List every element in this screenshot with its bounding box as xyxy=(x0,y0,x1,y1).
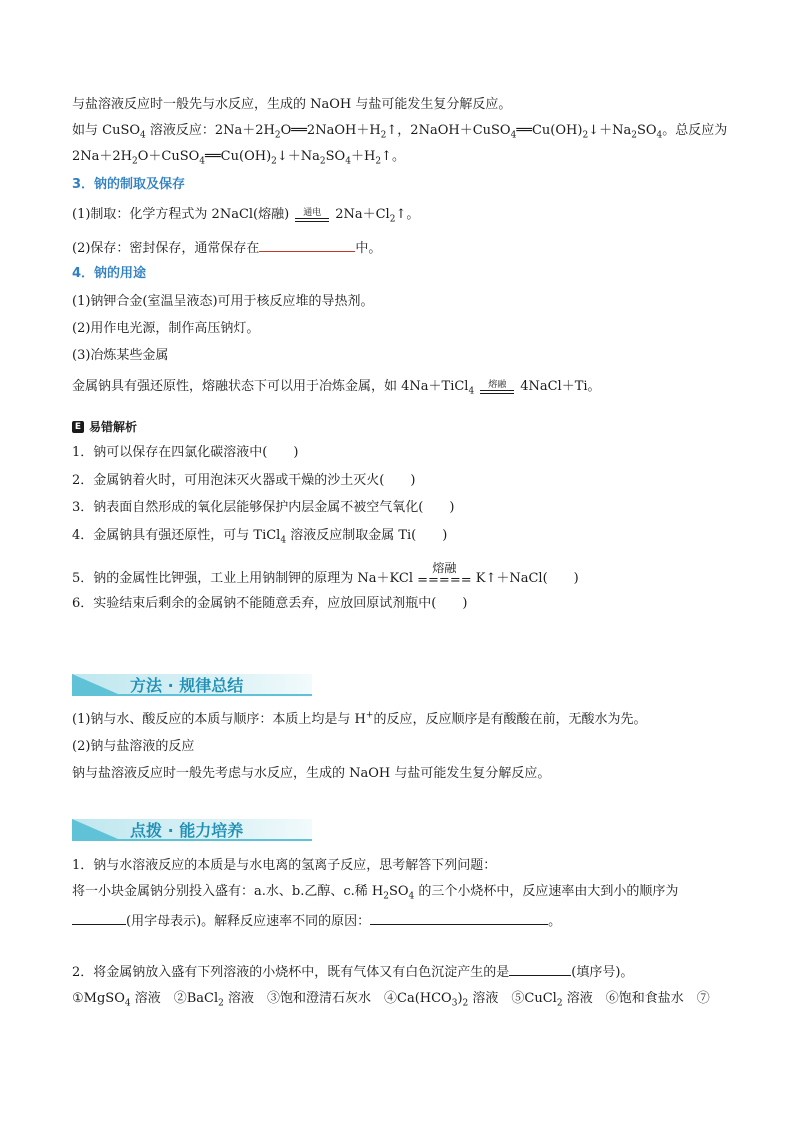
text: 2．将金属钠放入盛有下列溶液的小烧杯中，既有气体又有白色沉淀产生的是 xyxy=(72,965,510,980)
text: ↑，2NaOH＋CuSO xyxy=(386,123,511,138)
fill-line xyxy=(72,238,381,258)
paragraph-line: (1)钠钾合金(室温呈液态)可用于核反应堆的导热剂。 xyxy=(72,294,374,309)
header-triangle xyxy=(72,674,118,694)
answer-blank[interactable] xyxy=(72,911,126,925)
badge-label: 易错解析 xyxy=(89,420,138,434)
error-item: 2．金属钠着火时，可用泡沫灭火器或干燥的沙土灭火( ) xyxy=(72,473,416,488)
paragraph-line: (2)用作电光源，制作高压钠灯。 xyxy=(72,321,260,336)
subscript: 2 xyxy=(132,156,138,167)
subscript: 4 xyxy=(345,156,351,167)
paragraph-line: (2)钠与盐溶液的反应 xyxy=(72,739,195,754)
header-triangle xyxy=(72,819,118,839)
subscript: 2 xyxy=(375,156,382,167)
subscript: 2 xyxy=(462,998,469,1009)
text: 溶液 ②BaCl xyxy=(130,991,219,1006)
error-item: 3．钠表面自然形成的氧化层能够保护内层金属不被空气氧化( ) xyxy=(72,500,455,515)
subscript: 4 xyxy=(656,130,663,141)
text: ↑。 xyxy=(395,207,420,222)
subheading: 4．钠的用途 xyxy=(72,266,147,281)
subscript: 2 xyxy=(380,130,387,141)
text: (用字母表示)。解释反应速率不同的原因： xyxy=(126,914,371,929)
text: 与盐溶液反应时一般先与水反应，生成的 NaOH 与盐可能发生复分解反应。 xyxy=(72,97,512,112)
text: ↓＋Na xyxy=(276,149,320,164)
text: ①MgSO xyxy=(72,991,125,1006)
equation-line xyxy=(72,122,727,140)
condition-label: 熔融 xyxy=(432,561,457,575)
subscript: 2 xyxy=(319,156,326,167)
question-line xyxy=(72,962,633,982)
subscript: 2 xyxy=(271,156,277,167)
text: ══Cu(OH) xyxy=(516,123,583,138)
condition-arrow xyxy=(295,208,329,222)
condition-label: 通电 xyxy=(303,207,322,218)
paragraph-line xyxy=(72,711,646,729)
equation-line xyxy=(72,206,419,224)
equals-sign: ===== xyxy=(417,573,472,588)
superscript: + xyxy=(365,710,374,721)
subscript: 2 xyxy=(383,891,389,902)
paragraph-line xyxy=(72,96,511,114)
text: O══2NaOH＋H xyxy=(280,123,381,138)
question-line xyxy=(72,911,561,931)
subscript: 2 xyxy=(389,214,396,225)
subscript: 2 xyxy=(218,998,224,1009)
text: SO xyxy=(325,149,346,164)
error-analysis-badge xyxy=(72,418,137,435)
text: 。总反应为 xyxy=(662,123,728,138)
error-item: 6．实验结束后剩余的金属钠不能随意丢弃，应放回原试剂瓶中( ) xyxy=(72,596,468,611)
text: (填序号)。 xyxy=(571,965,634,980)
text: SO xyxy=(388,884,409,899)
equation-line xyxy=(72,378,601,396)
subscript: 4 xyxy=(140,130,146,141)
text: (1)钠与水、酸反应的本质与顺序：本质上均是与 H xyxy=(72,712,366,727)
question-line: 1．钠与水溶液反应的本质是与水电离的氢离子反应，思考解答下列问题： xyxy=(72,858,497,873)
subscript: 4 xyxy=(199,156,206,167)
error-item: 1．钠可以保存在四氯化碳溶液中( ) xyxy=(72,445,299,460)
answer-blank[interactable] xyxy=(509,962,571,976)
text: ↓＋Na xyxy=(588,123,632,138)
section-title: 点拨 · 能力培养 xyxy=(130,821,244,840)
subscript: 2 xyxy=(631,130,637,141)
text: 5．钠的金属性比钾强，工业上用钠制钾的原理为 Na＋KCl xyxy=(72,571,418,586)
subscript: 4 xyxy=(468,386,475,397)
text: 4．金属钠具有强还原性，可与 TiCl xyxy=(72,528,281,543)
error-item xyxy=(72,527,447,545)
double-bar xyxy=(295,218,329,222)
text: 如与 CuSO xyxy=(72,123,141,138)
section-title: 方法 · 规律总结 xyxy=(130,676,244,695)
error-item xyxy=(72,562,579,588)
text: 的三个小烧杯中，反应速率由大到小的顺序为 xyxy=(414,884,679,899)
text: 中。 xyxy=(355,241,382,256)
equation-line xyxy=(72,148,405,166)
text: 溶液 ⑤CuCl xyxy=(468,991,557,1006)
text: ) xyxy=(457,991,463,1006)
subscript: 3 xyxy=(451,998,458,1009)
subscript: 4 xyxy=(280,535,287,546)
text: 溶液 ⑥饱和食盐水 ⑦ xyxy=(562,991,710,1006)
condition-label: 熔融 xyxy=(488,379,507,390)
condition-arrow xyxy=(417,562,471,588)
text: 的反应，反应顺序是有酸酸在前，无酸水为先。 xyxy=(373,712,647,727)
text: 将一小块金属钠分别投入盛有：a.水、b.乙醇、c.稀 H xyxy=(72,884,384,899)
text: ＋H xyxy=(350,149,376,164)
section-header-method xyxy=(72,670,312,696)
options-line xyxy=(72,990,710,1008)
text: SO xyxy=(636,123,657,138)
text: 溶液反应：2Na＋2H xyxy=(145,123,275,138)
text: 溶液反应制取金属 Ti( ) xyxy=(286,528,448,543)
text: ↑。 xyxy=(381,149,405,164)
answer-blank[interactable] xyxy=(259,238,355,252)
text: O＋CuSO xyxy=(137,149,200,164)
text: (2)保存：密封保存，通常保存在 xyxy=(72,241,260,256)
subscript: 2 xyxy=(274,130,281,141)
text: K↑＋NaCl( ) xyxy=(471,571,579,586)
text: 。 xyxy=(548,914,562,929)
answer-blank[interactable] xyxy=(370,911,548,925)
condition-arrow xyxy=(480,380,514,394)
text: 2Na＋Cl xyxy=(335,207,390,222)
subscript: 4 xyxy=(510,130,517,141)
subheading: 3．钠的制取及保存 xyxy=(72,177,186,192)
double-bar xyxy=(480,390,514,394)
text: 溶液 ③饱和澄清石灰水 ④Ca(HCO xyxy=(223,991,452,1006)
paragraph-line: 钠与盐溶液反应时一般先考虑与水反应，生成的 NaOH 与盐可能发生复分解反应。 xyxy=(72,766,551,781)
text: 金属钠具有强还原性，熔融状态下可以用于冶炼金属，如 4Na＋TiCl xyxy=(72,379,469,394)
text: 2Na＋2H xyxy=(72,149,133,164)
subscript: 2 xyxy=(556,998,563,1009)
text: 4NaCl＋Ti。 xyxy=(520,379,601,394)
text: (1)制取：化学方程式为 2NaCl(熔融) xyxy=(72,207,290,222)
subscript: 2 xyxy=(582,130,589,141)
subscript: 4 xyxy=(124,998,131,1009)
section-header-skills xyxy=(72,815,312,841)
paragraph-line: (3)冶炼某些金属 xyxy=(72,348,169,363)
text: ══Cu(OH) xyxy=(205,149,272,164)
subscript: 4 xyxy=(408,891,415,902)
e-icon: E xyxy=(72,421,84,433)
question-line xyxy=(72,883,678,901)
